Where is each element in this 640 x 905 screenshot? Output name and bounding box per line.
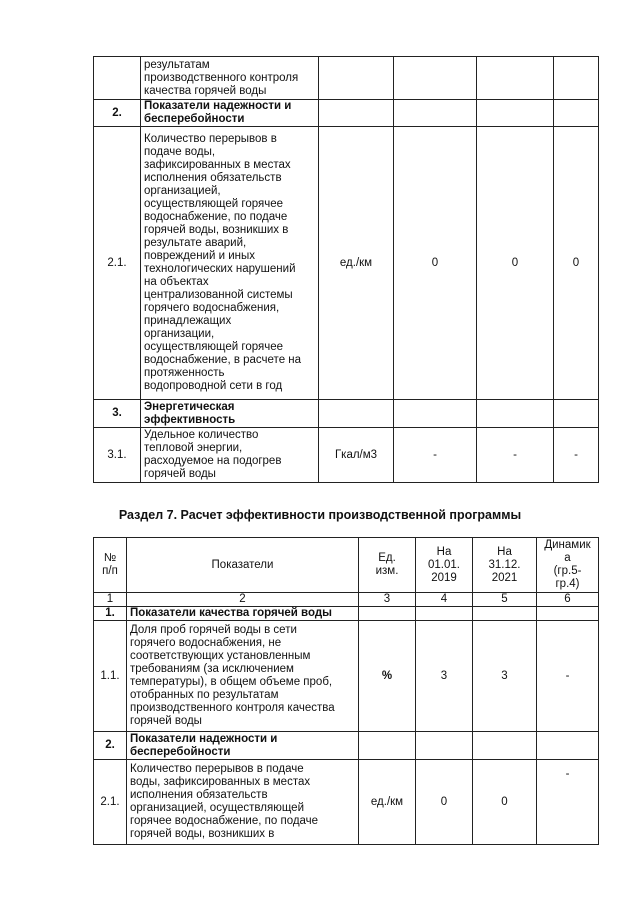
index-cell: 6 [537, 593, 599, 607]
indicator-text: Количество перерывов в подаче воды, зафиксированных в местах исполнения обязательств организацией, осуществляющей горячее водоснабжение, по подаче горячей воды, возникших в [127, 760, 359, 845]
row-number: 2. [94, 732, 127, 760]
indicator-text: Показатели качества горячей воды [127, 607, 359, 621]
value-cell [473, 732, 537, 760]
table-row [94, 57, 599, 100]
section-title: Раздел 7. Расчет эффективности производственной программы [118, 508, 522, 522]
value-cell [477, 100, 554, 127]
row-number [94, 57, 141, 100]
value-cell: 3 [416, 621, 473, 732]
value-cell [473, 607, 537, 621]
row-number: 1.1. [94, 621, 127, 732]
index-cell: 5 [473, 593, 537, 607]
header-unit: Ед. изм. [359, 538, 416, 593]
value-cell [537, 607, 599, 621]
value-cell [477, 400, 554, 428]
table-row [94, 100, 599, 127]
table-row [94, 732, 599, 760]
value-cell [537, 732, 599, 760]
efficiency-table [93, 537, 599, 845]
table-row [94, 127, 599, 400]
value-cell: 3 [473, 621, 537, 732]
row-number: 3. [94, 400, 141, 428]
indicator-text: результатам производственного контроля качества горячей воды [141, 57, 319, 100]
index-cell: 2 [127, 593, 359, 607]
value-cell: - [477, 428, 554, 483]
table-row [94, 428, 599, 483]
indicator-text: Удельное количество тепловой энергии, расходуемое на подогрев горячей воды [141, 428, 319, 483]
index-cell: 1 [94, 593, 127, 607]
unit-cell [359, 732, 416, 760]
index-cell: 3 [359, 593, 416, 607]
table-row [94, 760, 599, 845]
indicator-text: Количество перерывов в подаче воды, зафиксированных в местах исполнения обязательств организацией, осуществляющей горячее водоснабжение, по подаче горячей воды, возникших в результате аварий, повреждений и иных технологических нарушений на объектах централизованной системы горячего водоснабжения, принадлежащих организации, осуществляющей горячее водоснабжение, в расчете на протяженность водопроводной сети в год [141, 127, 319, 400]
value-cell: 0 [473, 760, 537, 845]
unit-cell: % [359, 621, 416, 732]
table-row [94, 400, 599, 428]
value-cell [394, 57, 477, 100]
header-row [94, 538, 599, 593]
value-cell: 0 [394, 127, 477, 400]
value-cell: 0 [554, 127, 599, 400]
value-cell: - [394, 428, 477, 483]
unit-cell: Гкал/м3 [319, 428, 394, 483]
index-cell: 4 [416, 593, 473, 607]
index-row [94, 593, 599, 607]
value-cell: - [554, 428, 599, 483]
value-cell: 0 [416, 760, 473, 845]
header-indicator: Показатели [127, 538, 359, 593]
indicator-text: Доля проб горячей воды в сети горячего водоснабжения, не соответствующих установленным требованиям (за исключением температуры), в общем объеме проб, отобранных по результатам производственного контроля качества горячей воды [127, 621, 359, 732]
row-number: 1. [94, 607, 127, 621]
value-cell: - [537, 760, 599, 845]
value-cell: 0 [477, 127, 554, 400]
row-number: 2.1. [94, 760, 127, 845]
header-end-date: На 31.12. 2021 [473, 538, 537, 593]
continuation-table [93, 56, 599, 483]
row-number: 2.1. [94, 127, 141, 400]
value-cell [554, 100, 599, 127]
indicator-text: Показатели надежности и бесперебойности [141, 100, 319, 127]
header-number: № п/п [94, 538, 127, 593]
value-cell [554, 57, 599, 100]
indicator-text: Показатели надежности и бесперебойности [127, 732, 359, 760]
value-cell [394, 400, 477, 428]
unit-cell [319, 57, 394, 100]
value-cell [394, 100, 477, 127]
row-number: 3.1. [94, 428, 141, 483]
table-row [94, 607, 599, 621]
value-cell [416, 607, 473, 621]
unit-cell [359, 607, 416, 621]
value-cell [477, 57, 554, 100]
unit-cell [319, 400, 394, 428]
indicator-text: Энергетическая эффективность [141, 400, 319, 428]
row-number: 2. [94, 100, 141, 127]
unit-cell: ед./км [359, 760, 416, 845]
unit-cell: ед./км [319, 127, 394, 400]
header-start-date: На 01.01. 2019 [416, 538, 473, 593]
value-cell: - [537, 621, 599, 732]
unit-cell [319, 100, 394, 127]
header-dynamics: Динамик а (гр.5- гр.4) [537, 538, 599, 593]
value-cell [416, 732, 473, 760]
table-row [94, 621, 599, 732]
value-cell [554, 400, 599, 428]
